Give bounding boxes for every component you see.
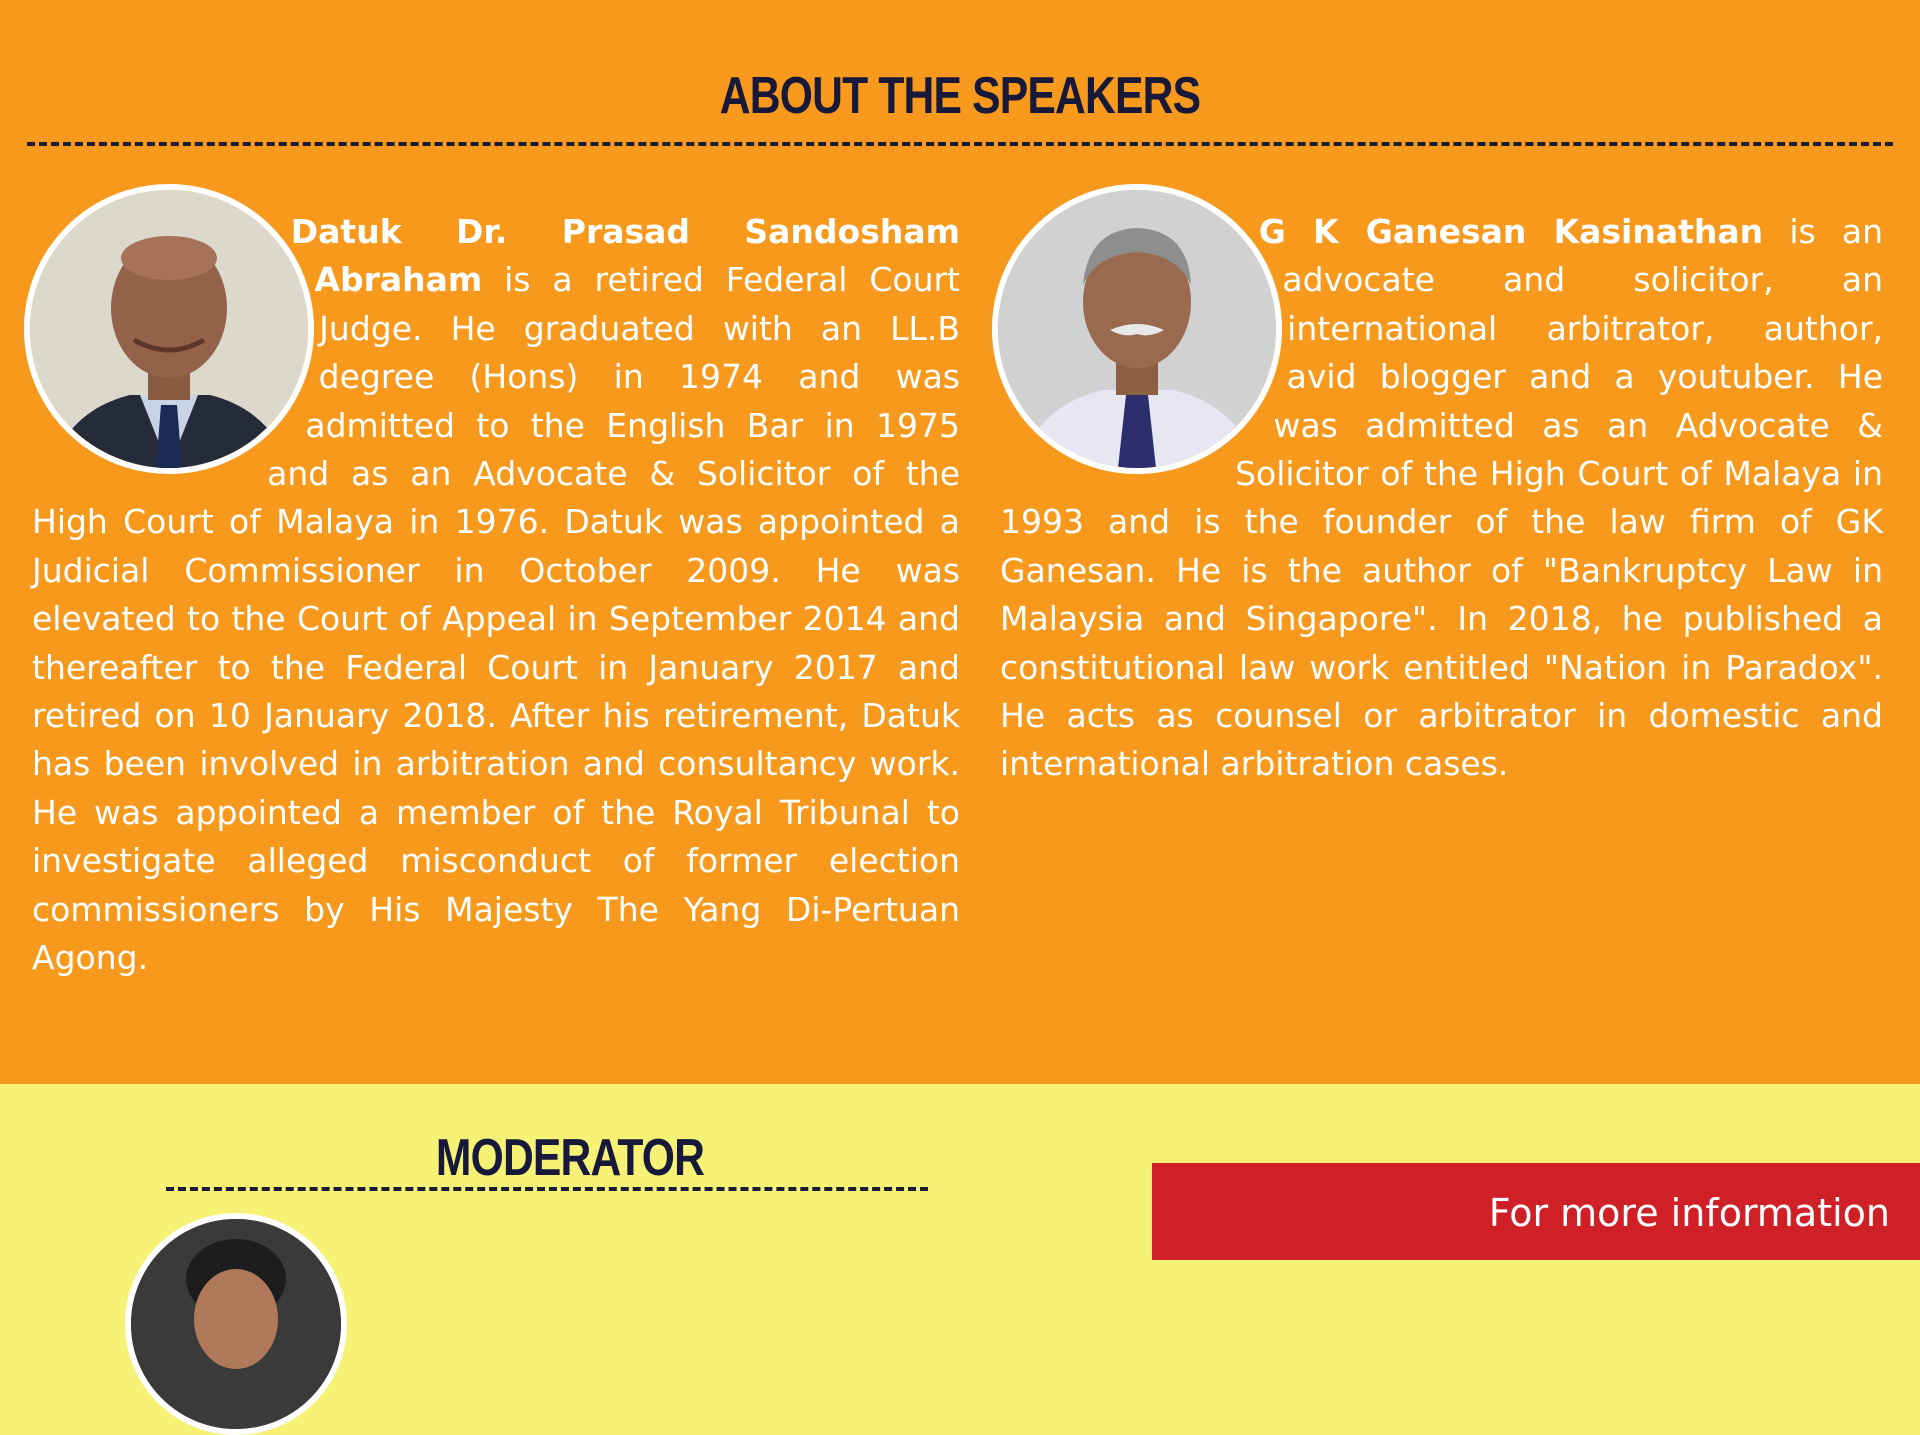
left-speaker-bio	[32, 208, 960, 983]
moderator-photo	[125, 1213, 347, 1435]
right-speaker-name: G K Ganesan Kasinathan	[1258, 212, 1764, 251]
left-speaker-name: Datuk Dr. Prasad Sandosham Abraham	[290, 212, 960, 300]
right-speaker-bio	[1000, 208, 1883, 789]
left-speaker-photo	[24, 184, 314, 474]
left-speaker-bio-text: is a retired Federal Court Judge. He graduated with an LL.B degree (Hons) in 1974 and was admitted to the English Bar in 1975 and as an Advocate & Solicitor of the High Court of Malaya in 1976. Datuk was appointed a Judicial Commissioner in October 2009. He was elevated to the Court of Appeal in September 2014 and thereafter to the Federal Court in January 2017 and retired on 10 January 2018. After his retirement, Datuk has been involved in arbitration and consultancy work. He was appointed a member of the Royal Tribunal to investigate alleged misconduct of former election commissioners by His Majesty The Yang Di-Pertuan Agong.	[32, 260, 960, 978]
right-speaker-bio-text: is an advocate and solicitor, an international arbitrator, author, avid blogger and a youtuber. He was admitted as an Advocate & Solicitor of the High Court of Malaya in 1993 and is the founder of the law firm of GK Ganesan. He is the author of "Bankruptcy Law in Malaysia and Singapore". In 2018, he published a constitutional law work entitled "Nation in Paradox". He acts as counsel or arbitrator in domestic and international arbitration cases.	[1000, 212, 1883, 784]
moderator-section-title: MODERATOR	[435, 1129, 705, 1187]
moderator-divider	[166, 1187, 928, 1191]
speakers-section-title: ABOUT THE SPEAKERS	[719, 67, 1201, 125]
right-speaker-photo	[992, 184, 1282, 474]
info-box	[1152, 1163, 1920, 1260]
speakers-divider	[27, 142, 1893, 146]
info-text: For more information	[1488, 1191, 1890, 1235]
